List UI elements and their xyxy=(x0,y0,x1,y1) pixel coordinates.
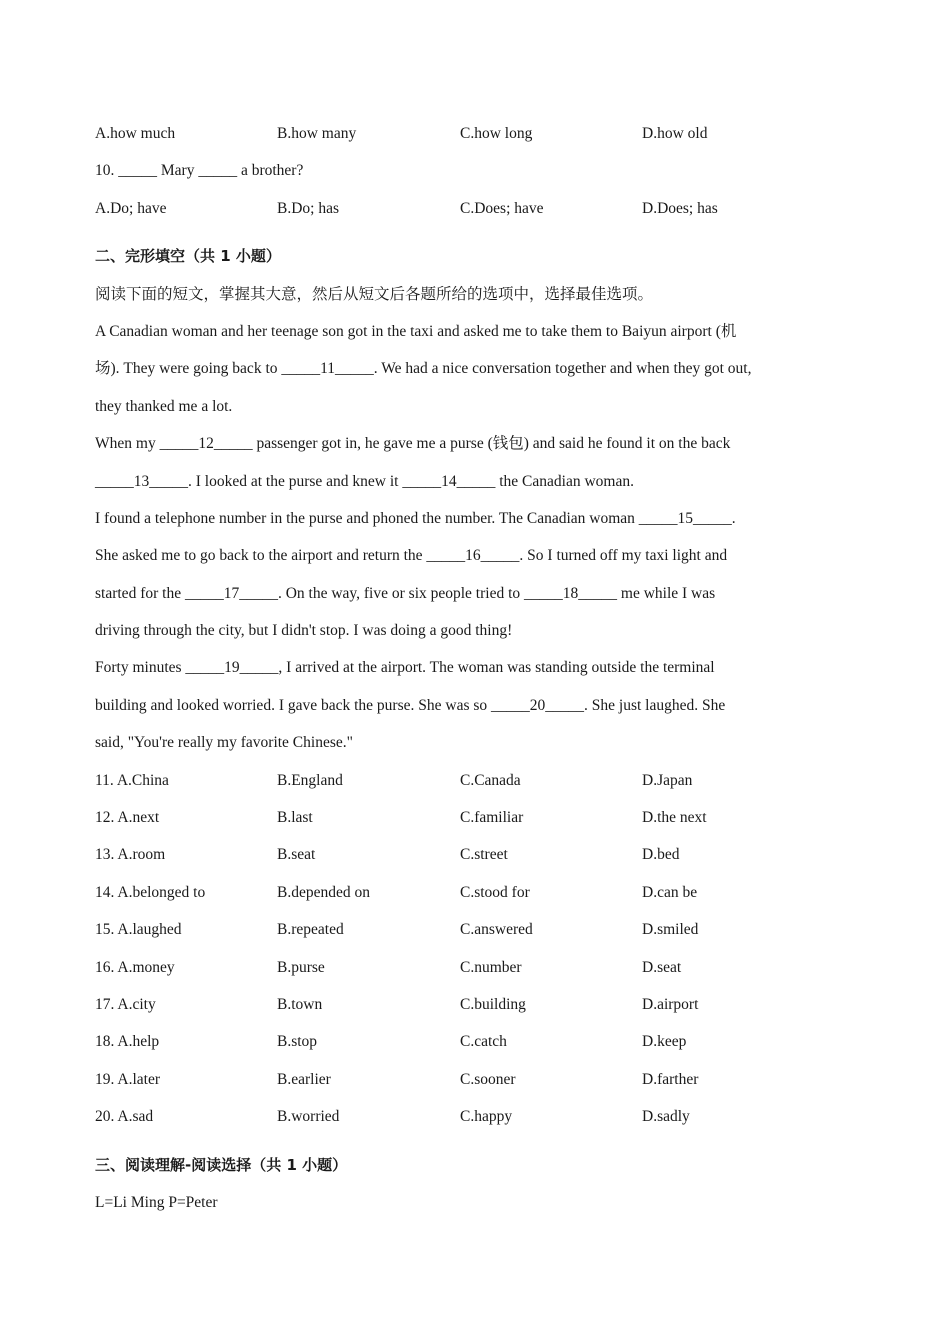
question-row-14 xyxy=(95,877,815,914)
option-b: B.earlier xyxy=(277,1070,331,1088)
option-a: 14. A.belonged to xyxy=(95,883,206,901)
question-row-11 xyxy=(95,765,815,802)
option-b: B.depended on xyxy=(277,883,370,901)
option-c: C.stood for xyxy=(460,883,530,901)
exam-page xyxy=(95,118,815,1224)
q9-options xyxy=(95,118,815,155)
option-d: D.bed xyxy=(642,846,680,864)
q10-options xyxy=(95,193,815,230)
option-c: C.street xyxy=(460,846,508,864)
question-row-18 xyxy=(95,1026,815,1063)
passage-line: A Canadian woman and her teenage son got in the taxi and asked me to take them to Baiyun airport (机 xyxy=(95,322,737,340)
option-a: 16. A.money xyxy=(95,958,175,976)
option-b: B.town xyxy=(277,995,323,1013)
option-d: D.sadly xyxy=(642,1108,690,1126)
passage-line: When my _____12_____ passenger got in, he gave me a purse (钱包) and said he found it on the back xyxy=(95,435,731,453)
passage-line: 场). They were going back to _____11_____. We had a nice conversation together and when they got out, xyxy=(95,360,752,378)
option-b: B.purse xyxy=(277,958,325,976)
option-c: C.familiar xyxy=(460,809,524,827)
option-b: B.worried xyxy=(277,1108,340,1126)
option-a: 20. A.sad xyxy=(95,1108,154,1126)
question-row-15 xyxy=(95,914,815,951)
question-row-17 xyxy=(95,989,815,1026)
q9-option-a: A.how much xyxy=(95,125,176,142)
question-row-12 xyxy=(95,802,815,839)
passage-line: driving through the city, but I didn't stop. I was doing a good thing! xyxy=(95,622,513,640)
q10-option-b: B.Do; has xyxy=(277,199,339,217)
question-row-20 xyxy=(95,1101,815,1138)
option-d: D.the next xyxy=(642,809,707,827)
option-d: D.smiled xyxy=(642,921,699,939)
option-c: C.answered xyxy=(460,921,533,939)
passage-line: _____13_____. I looked at the purse and knew it _____14_____ the Canadian woman. xyxy=(95,472,634,490)
option-a: 15. A.laughed xyxy=(95,921,182,939)
q10-stem: 10. _____ Mary _____ a brother? xyxy=(95,162,304,180)
option-a: 19. A.later xyxy=(95,1070,160,1088)
q10-option-d: D.Does; has xyxy=(642,199,718,217)
option-d: D.airport xyxy=(642,995,699,1013)
option-a: 12. A.next xyxy=(95,809,160,827)
q9-option-b: B.how many xyxy=(277,125,357,142)
section3-intro: L=Li Ming P=Peter xyxy=(95,1193,218,1211)
passage-line: they thanked me a lot. xyxy=(95,397,233,415)
option-b: B.England xyxy=(277,771,343,789)
question-row-13 xyxy=(95,839,815,876)
q10-option-a: A.Do; have xyxy=(95,199,167,217)
option-d: D.can be xyxy=(642,883,698,901)
option-a: 18. A.help xyxy=(95,1033,160,1051)
question-row-16 xyxy=(95,952,815,989)
option-d: D.keep xyxy=(642,1033,687,1051)
cloze-questions xyxy=(95,765,815,1139)
option-d: D.farther xyxy=(642,1070,699,1088)
option-a: 13. A.room xyxy=(95,846,166,864)
option-c: C.number xyxy=(460,958,522,976)
q9-option-c: C.how long xyxy=(460,125,533,142)
passage-line: I found a telephone number in the purse and phoned the number. The Canadian woman _____15_____. xyxy=(95,509,736,527)
option-a: 17. A.city xyxy=(95,995,156,1013)
option-c: C.sooner xyxy=(460,1070,516,1088)
option-b: B.stop xyxy=(277,1033,318,1051)
passage-line: She asked me to go back to the airport and return the _____16_____. So I turned off my taxi light and xyxy=(95,547,728,565)
option-c: C.Canada xyxy=(460,771,521,789)
passage-line: said, "You're really my favorite Chinese." xyxy=(95,734,353,752)
passage-line: started for the _____17_____. On the way, five or six people tried to _____18_____ me while I was xyxy=(95,584,716,602)
q10-option-c: C.Does; have xyxy=(460,199,544,217)
section2-heading: 二、完形填空（共 1 小题） xyxy=(95,247,281,266)
option-b: B.repeated xyxy=(277,921,344,939)
option-d: D.Japan xyxy=(642,771,693,789)
section3-heading: 三、阅读理解-阅读选择（共 1 小题） xyxy=(95,1155,348,1174)
passage-line: building and looked worried. I gave back the purse. She was so _____20_____. She just laughed. She xyxy=(95,696,726,714)
section2-instruction: 阅读下面的短文，掌握其大意，然后从短文后各题所给的选项中，选择最佳选项。 xyxy=(95,285,654,303)
option-c: C.catch xyxy=(460,1033,507,1051)
option-b: B.last xyxy=(277,809,313,827)
option-c: C.happy xyxy=(460,1108,513,1126)
question-row-19 xyxy=(95,1064,815,1101)
option-d: D.seat xyxy=(642,958,682,976)
cloze-passage xyxy=(95,316,815,765)
q9-option-d: D.how old xyxy=(642,125,708,142)
passage-line: Forty minutes _____19_____, I arrived at the airport. The woman was standing outside the terminal xyxy=(95,659,715,677)
option-c: C.building xyxy=(460,995,526,1013)
option-a: 11. A.China xyxy=(95,771,169,789)
option-b: B.seat xyxy=(277,846,316,864)
